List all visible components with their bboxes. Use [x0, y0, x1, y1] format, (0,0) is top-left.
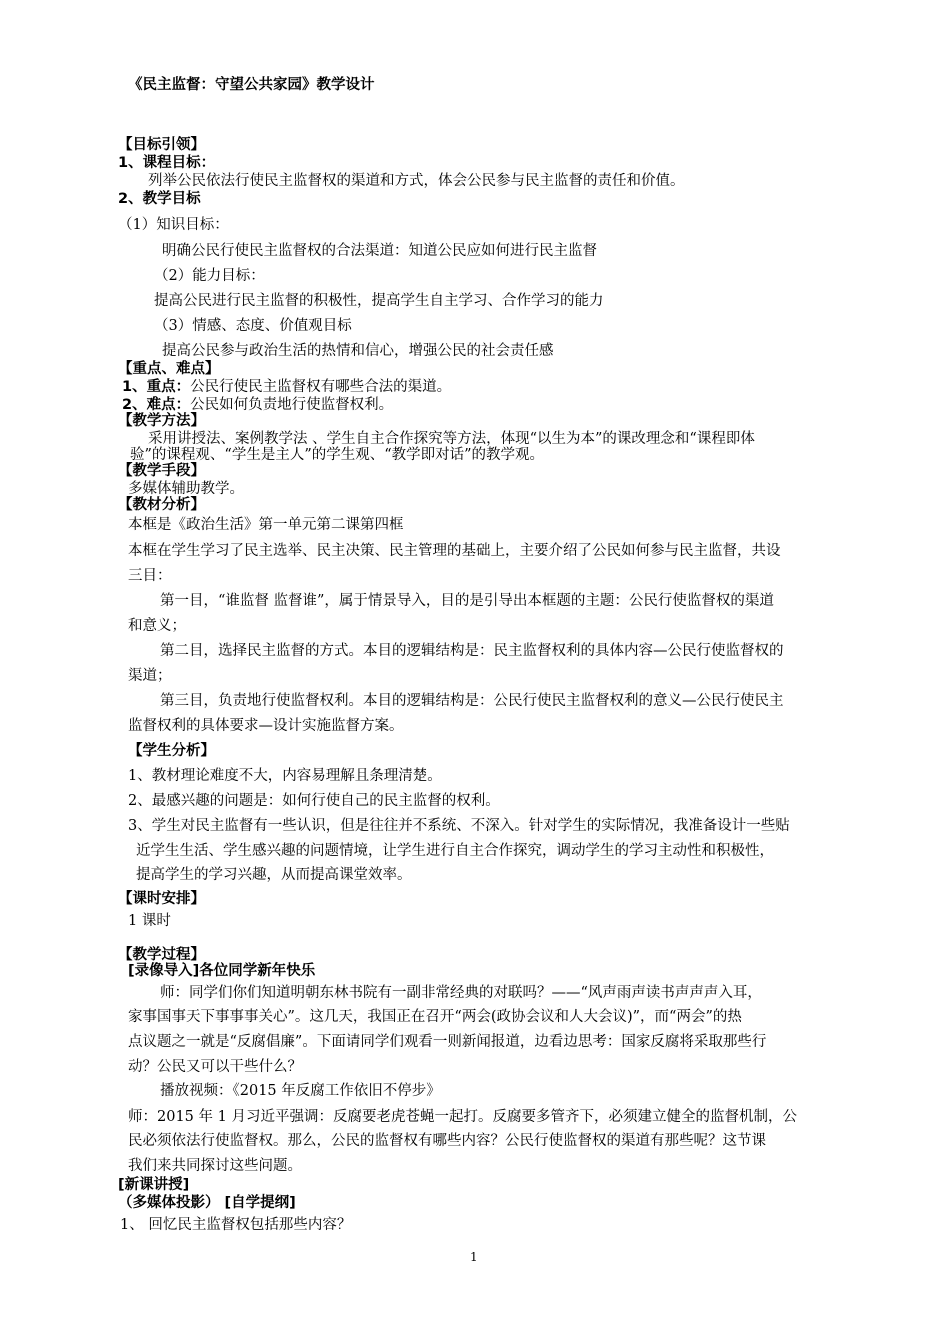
- material-line6: 第二目，选择民主监督的方式。本目的逻辑结构是：民主监督权利的具体内容—公民行使监督权的: [160, 643, 784, 659]
- material-line4: 第一目，“谁监督 监督谁”，属于情景导入，目的是引导出本框题的主题：公民行使监督权的渠道: [160, 593, 774, 609]
- material-line9: 监督权利的具体要求—设计实施监督方案。: [128, 718, 404, 734]
- process-line2: 家事国事天下事事事关心”。这几天，我国正在召开“两会(政协会议和人大会议)”，而“两会”的热: [128, 1009, 742, 1025]
- knowledge-goal-text: 明确公民行使民主监督权的合法渠道：知道公民应如何进行民主监督: [162, 243, 597, 259]
- section-heading-method: 【教学方法】: [118, 413, 205, 429]
- video-intro-heading: [录像导入]各位同学新年快乐: [128, 963, 316, 979]
- student-line1: 1、教材理论难度不大，内容易理解且条理清楚。: [128, 768, 442, 784]
- section-heading-student: 【学生分析】: [128, 743, 215, 759]
- process-line3: 点议题之一就是“反腐倡廉”。下面请同学们观看一则新闻报道，边看边思考：国家反腐将采取那些行: [128, 1034, 767, 1050]
- process-line5: 播放视频：《2015 年反腐工作依旧不停步》: [160, 1083, 441, 1099]
- emotion-goal-heading: （3）情感、态度、价值观目标: [154, 318, 352, 334]
- new-lesson-heading: [新课讲授]: [118, 1177, 190, 1193]
- section-heading-goal: 【目标引领】: [118, 137, 205, 153]
- ability-goal-heading: （2）能力目标：: [154, 268, 265, 284]
- student-line5: 提高学生的学习兴趣，从而提高课堂效率。: [136, 867, 412, 883]
- process-line4: 动？公民又可以干些什么？: [128, 1059, 302, 1075]
- document-title: 《民主监督：守望公共家园》教学设计: [128, 77, 375, 93]
- method-text-line1: 采用讲授法、案例教学法 、学生自主合作探究等方法，体现“以生为本”的课改理念和“课程即体: [148, 431, 755, 447]
- section-heading-hours: 【课时安排】: [118, 891, 205, 907]
- student-line3: 3、学生对民主监督有一些认识，但是往往并不系统、不深入。针对学生的实际情况，我准备设计一些贴: [128, 818, 790, 834]
- page-number: 1: [470, 1250, 478, 1264]
- material-line8: 第三目，负责地行使监督权利。本目的逻辑结构是：公民行使民主监督权利的意义—公民行使民主: [160, 693, 784, 709]
- emotion-goal-text: 提高公民参与政治生活的热情和信心，增强公民的社会责任感: [162, 343, 554, 359]
- course-goal-text: 列举公民依法行使民主监督权的渠道和方式，体会公民参与民主监督的责任和价值。: [148, 173, 685, 189]
- means-text: 多媒体辅助教学。: [128, 481, 244, 497]
- knowledge-goal-heading: （1）知识目标：: [118, 217, 229, 233]
- ability-goal-text: 提高公民进行民主监督的积极性，提高学生自主学习、合作学习的能力: [154, 293, 604, 309]
- student-line2: 2、最感兴趣的问题是：如何行使自己的民主监督的权利。: [128, 793, 500, 809]
- section-heading-means: 【教学手段】: [118, 463, 205, 479]
- process-line7: 民必须依法行使监督权。那么，公民的监督权有哪些内容？公民行使监督权的渠道有那些呢？这节课: [128, 1133, 766, 1149]
- difficulty-label: 2、难点：: [122, 397, 191, 413]
- process-line6: 师：2015 年 1 月习近平强调：反腐要老虎苍蝇一起打。反腐要多管齐下，必须建立健全的监督机制，公: [128, 1109, 797, 1125]
- teaching-goal-heading: 2、教学目标: [118, 191, 201, 207]
- key-point-text: 公民行使民主监督权有哪些合法的渠道。: [190, 379, 452, 395]
- section-heading-process: 【教学过程】: [118, 947, 205, 963]
- section-heading-material: 【教材分析】: [118, 497, 205, 513]
- process-line8: 我们来共同探讨这些问题。: [128, 1158, 302, 1174]
- difficulty-text: 公民如何负责地行使监督权利。: [190, 397, 394, 413]
- material-line7: 渠道；: [128, 668, 172, 684]
- method-text-line2: 验”的课程观、“学生是主人”的学生观、“教学即对话”的教学观。: [130, 447, 545, 463]
- material-line3: 三目：: [128, 568, 172, 584]
- course-goal-heading: 1、课程目标：: [118, 155, 216, 171]
- key-point-label: 1、重点：: [122, 379, 191, 395]
- hours-text: 1 课时: [128, 913, 171, 929]
- multimedia-heading: （多媒体投影） [自学提纲]: [118, 1195, 296, 1211]
- section-heading-key: 【重点、难点】: [118, 361, 220, 377]
- material-line5: 和意义；: [128, 618, 186, 634]
- question-1: 1、 回忆民主监督权包括那些内容？: [120, 1217, 352, 1233]
- process-line1: 师：同学们你们知道明朝东林书院有一副非常经典的对联吗？——“风声雨声读书声声声入耳，: [160, 985, 762, 1001]
- student-line4: 近学生生活、学生感兴趣的问题情境，让学生进行自主合作探究，调动学生的学习主动性和积极性，: [136, 843, 774, 859]
- material-line2: 本框在学生学习了民主选举、民主决策、民主管理的基础上，主要介绍了公民如何参与民主监督，共设: [128, 543, 781, 559]
- material-line1: 本框是《政治生活》第一单元第二课第四框: [128, 517, 404, 533]
